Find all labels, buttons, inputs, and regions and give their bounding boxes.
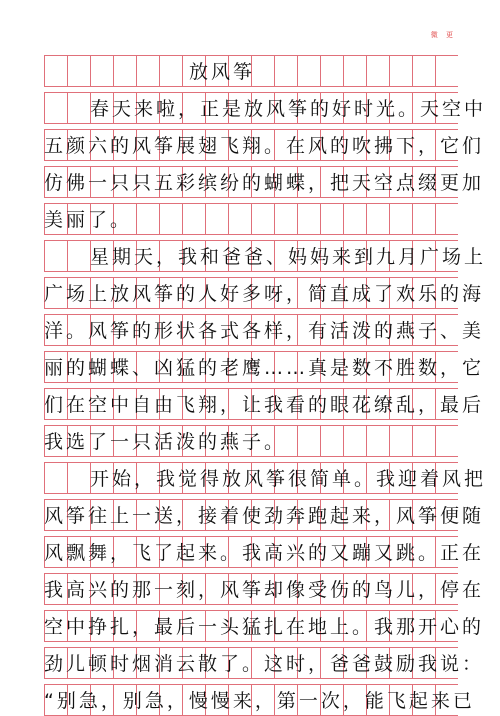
essay-title-row — [44, 55, 458, 87]
essay-line — [44, 351, 485, 383]
essay-line — [44, 92, 487, 124]
essay-line — [44, 166, 485, 198]
essay-line-text: 们在空中自由飞翔，让我看的眼花缭乱，最后 — [44, 394, 485, 416]
essay-line — [44, 499, 485, 531]
essay-line — [44, 573, 485, 605]
essay-line — [44, 314, 485, 346]
essay-line-text: 我高兴的那一刻，风筝却像受伤的鸟儿，停在 — [44, 579, 485, 601]
essay-line-text: 开始，我觉得放风筝很简单。我迎着风把 — [90, 468, 487, 490]
essay-line — [44, 462, 487, 494]
essay-line-text: 洋。风筝的形状各式各样，有活泼的燕子、美 — [44, 320, 485, 342]
essay-line-text: 我选了一只活泼的燕子。 — [44, 431, 287, 453]
essay-line — [44, 277, 485, 309]
essay-line — [44, 684, 475, 716]
corner-mark: 微 更 — [430, 31, 456, 39]
essay-line-text: 五颜六的风筝展翅飞翔。在风的吹拂下，它们 — [44, 135, 485, 157]
essay-line — [44, 425, 458, 457]
essay-line — [44, 240, 487, 272]
essay-line-text: 春天来啦，正是放风筝的好时光。天空中 — [90, 98, 487, 120]
essay-line — [44, 610, 485, 642]
essay-line-text: 空中挣扎，最后一头猛扎在地上。我那开心的 — [44, 616, 485, 638]
essay-line-text: 广场上放风筝的人好多呀，简直成了欢乐的海 — [44, 283, 485, 305]
essay-line-text: 风筝往上一送，接着使劲奔跑起来，风筝便随 — [44, 505, 485, 527]
essay-line-text: 劲儿顿时烟消云散了。这时，爸爸鼓励我说： — [44, 653, 485, 675]
essay-line — [44, 388, 485, 420]
essay-line-text: 仿佛一只只五彩缤纷的蝴蝶，把天空点缀更加 — [44, 172, 485, 194]
essay-line — [44, 129, 485, 161]
essay-grid-paper — [44, 55, 487, 712]
essay-line-text: “别急，别急，慢慢来，第一次，能飞起来已 — [44, 690, 475, 712]
essay-line — [44, 536, 485, 568]
essay-line — [44, 203, 458, 235]
essay-line — [44, 647, 485, 679]
essay-line-text: 美丽了。 — [44, 209, 133, 231]
essay-line-text: 丽的蝴蝶、凶猛的老鹰……真是数不胜数，它 — [44, 357, 485, 379]
essay-title: 放风筝 — [189, 61, 256, 83]
essay-line-text: 风飘舞，飞了起来。我高兴的又蹦又跳。正在 — [44, 542, 485, 564]
essay-line-text: 星期天，我和爸爸、妈妈来到九月广场上 — [90, 246, 487, 268]
